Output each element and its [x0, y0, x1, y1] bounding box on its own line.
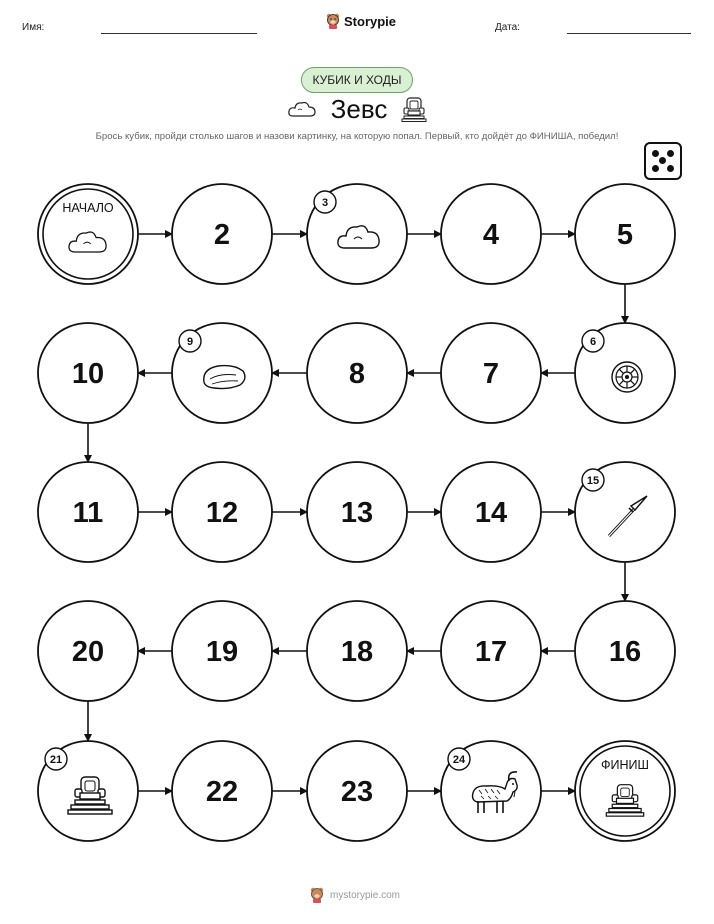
instructions: Брось кубик, пройди столько шагов и назови картинку, на которую попал. Первый, кто дойдёт до ФИНИША, победил!	[95, 131, 619, 142]
wheel-icon	[612, 362, 642, 392]
cell-number: 19	[205, 636, 239, 668]
start-cell	[38, 184, 138, 284]
cell-badge-number: 3	[321, 197, 329, 209]
cell-number: 4	[482, 219, 500, 251]
board-cell	[441, 184, 541, 284]
board-cell	[441, 741, 541, 841]
footer-site: mystorypie.com	[330, 889, 401, 901]
board-cell	[172, 462, 272, 562]
cell-badge-number: 21	[49, 754, 63, 766]
cell-number: 16	[608, 636, 642, 668]
name-label: Имя:	[22, 22, 45, 33]
board-cell	[307, 601, 407, 701]
start-label: НАЧАЛО	[62, 201, 114, 215]
page-title: Зевс	[330, 93, 388, 124]
cell-badge-number: 24	[452, 754, 466, 766]
board-cell	[575, 601, 675, 701]
footer	[310, 887, 400, 903]
cell-number: 12	[205, 497, 239, 529]
board-cell	[172, 184, 272, 284]
board-cell	[575, 323, 675, 423]
cell-number: 11	[72, 497, 104, 529]
cell-badge-number: 9	[186, 336, 194, 348]
board-cell	[307, 184, 407, 284]
game-type-badge: КУБИК И ХОДЫ	[301, 67, 413, 93]
date-label: Дата:	[495, 22, 520, 33]
cell-number: 10	[71, 358, 105, 390]
cell-number: 23	[340, 776, 374, 808]
board-cell	[38, 601, 138, 701]
bear-icon	[310, 887, 324, 903]
board-cell	[441, 462, 541, 562]
cell-number: 17	[474, 636, 508, 668]
finish-cell	[575, 741, 675, 841]
cell-number: 5	[616, 219, 634, 251]
cell-number: 14	[474, 497, 508, 529]
brand-name: Storypie	[344, 13, 397, 29]
board-cell	[307, 462, 407, 562]
cell-number: 2	[213, 219, 231, 251]
cell-number: 20	[71, 636, 105, 668]
board-cell	[307, 741, 407, 841]
cell-number: 13	[340, 497, 374, 529]
finish-label: ФИНИШ	[601, 758, 649, 772]
cell-number: 7	[482, 358, 500, 390]
cell-number: 8	[348, 358, 366, 390]
cell-number: 22	[205, 776, 239, 808]
cell-badge-number: 6	[589, 336, 597, 348]
cell-badge-number: 15	[586, 475, 600, 487]
board-cell	[441, 323, 541, 423]
board-cell	[172, 323, 272, 423]
board-cell	[172, 741, 272, 841]
board-cell	[307, 323, 407, 423]
board-cell	[38, 323, 138, 423]
cell-number: 18	[340, 636, 374, 668]
board-cell	[441, 601, 541, 701]
stone-icon	[204, 366, 245, 389]
board-cell	[38, 462, 138, 562]
board-cell	[38, 741, 138, 841]
board-cell	[172, 601, 272, 701]
board-cell	[575, 184, 675, 284]
board-cell	[575, 462, 675, 562]
